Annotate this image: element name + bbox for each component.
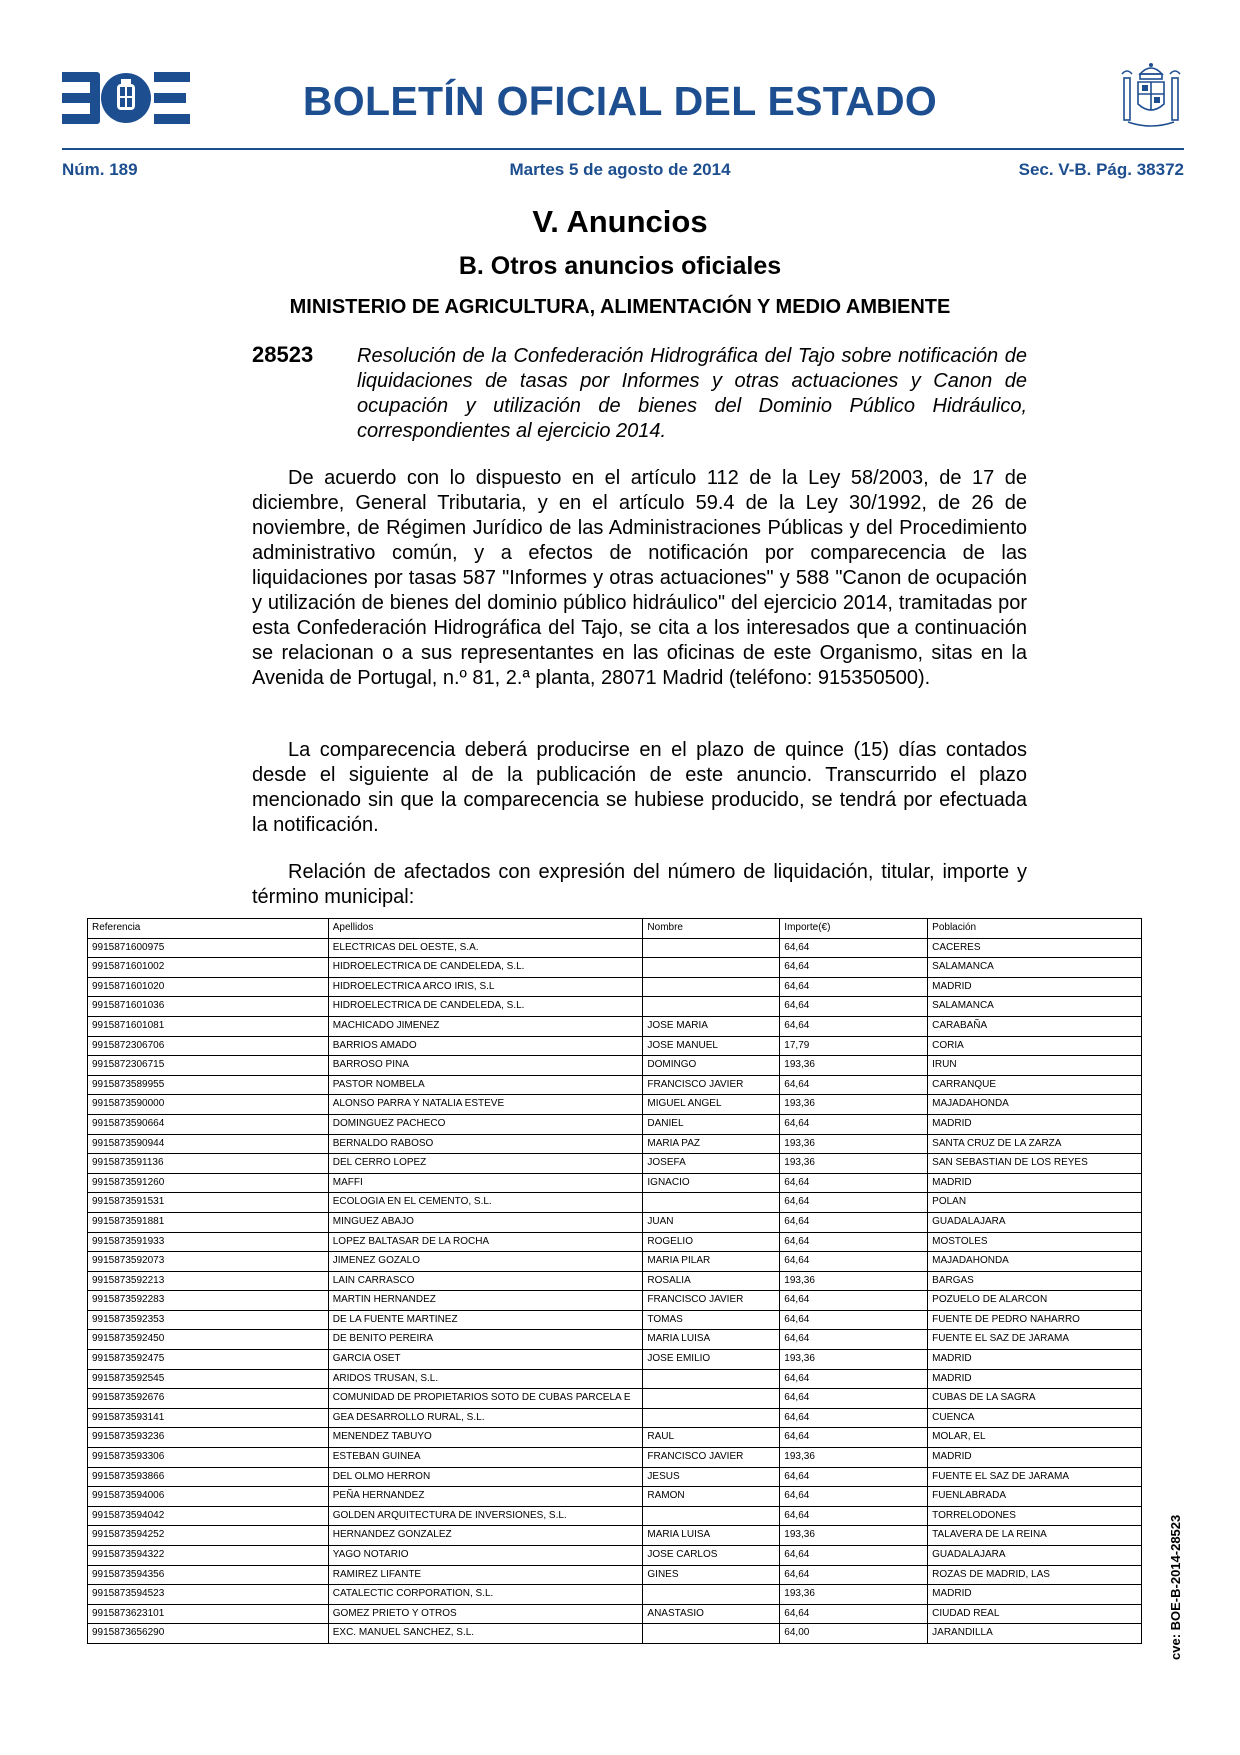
table-row [88, 1271, 1142, 1291]
affected-parties-table [87, 918, 1142, 1644]
table-cell: 64,64 [780, 1565, 928, 1585]
table-cell: MADRID [928, 1448, 1142, 1468]
paragraph: De acuerdo con lo dispuesto en el artículo 112 de la Ley 58/2003, de 17 de diciembre, General Tributaria, y en el artículo 59.4 de la Ley 30/1992, de 26 de noviembre, de Régimen Jurídico de las Administraciones Públicas y del Procedimiento administrativo común, y a efectos de notificación por comparecencia de las liquidaciones por tasas 587 "Informes y otras actuaciones" y 588 "Canon de ocupación y utilización de bienes del dominio público hidráulico" del ejercicio 2014, tramitadas por esta Confederación Hidrográfica del Tajo, se cita a los interesados que a continuación se relacionan o a sus representantes en las oficinas de este Organismo, sitas en la Avenida de Portugal, n.º 81, 2.ª planta, 28071 Madrid (teléfono: 915350500). [252, 467, 1027, 689]
table-cell: 64,64 [780, 958, 928, 978]
table-row [88, 1604, 1142, 1624]
table-cell [643, 1369, 780, 1389]
table-row [88, 1487, 1142, 1507]
table-cell: FUENTE EL SAZ DE JARAMA [928, 1467, 1142, 1487]
table-cell: 64,64 [780, 1428, 928, 1448]
table-cell: 9915873591136 [88, 1154, 329, 1174]
table-cell: GUADALAJARA [928, 1546, 1142, 1566]
table-cell: 9915873656290 [88, 1624, 329, 1644]
table-cell: GUADALAJARA [928, 1212, 1142, 1232]
table-row [88, 1330, 1142, 1350]
table-cell: DEL CERRO LOPEZ [328, 1154, 643, 1174]
table-row [88, 1173, 1142, 1193]
table-cell: 64,64 [780, 1075, 928, 1095]
table-cell: 9915873592213 [88, 1271, 329, 1291]
column-header: Importe(€) [780, 919, 928, 939]
table-cell: 64,64 [780, 1173, 928, 1193]
table-cell: DEL OLMO HERRON [328, 1467, 643, 1487]
table-cell: 64,64 [780, 1369, 928, 1389]
table-cell: IRUN [928, 1056, 1142, 1076]
table-cell: MADRID [928, 1173, 1142, 1193]
table-cell: GEA DESARROLLO RURAL, S.L. [328, 1408, 643, 1428]
table-row [88, 1546, 1142, 1566]
table-row [88, 1389, 1142, 1409]
table-row [88, 1369, 1142, 1389]
table-cell: MAJADAHONDA [928, 1252, 1142, 1272]
table-row [88, 1134, 1142, 1154]
table-cell: MADRID [928, 977, 1142, 997]
table-cell: 9915871601081 [88, 1016, 329, 1036]
section-subtitle: B. Otros anuncios oficiales [458, 252, 782, 280]
table-cell: IGNACIO [643, 1173, 780, 1193]
table-cell: 9915873592353 [88, 1310, 329, 1330]
table-cell: MARIA LUISA [643, 1330, 780, 1350]
table-cell: CIUDAD REAL [928, 1604, 1142, 1624]
table-cell: TOMAS [643, 1310, 780, 1330]
table-row [88, 977, 1142, 997]
table-cell: MOLAR, EL [928, 1428, 1142, 1448]
table-cell [643, 977, 780, 997]
table-cell: PEÑA HERNANDEZ [328, 1487, 643, 1507]
table-cell: 64,64 [780, 1232, 928, 1252]
table-cell: JOSE MANUEL [643, 1036, 780, 1056]
table-cell: RAMIREZ LIFANTE [328, 1565, 643, 1585]
table-cell: ROSALIA [643, 1271, 780, 1291]
table-row [88, 1350, 1142, 1370]
table-cell: CACERES [928, 938, 1142, 958]
table-cell: 9915873591260 [88, 1173, 329, 1193]
table-cell: CORIA [928, 1036, 1142, 1056]
table-cell: 9915873593866 [88, 1467, 329, 1487]
table-cell: 64,64 [780, 1310, 928, 1330]
table-row [88, 1467, 1142, 1487]
table-cell: MACHICADO JIMENEZ [328, 1016, 643, 1036]
table-cell: GOLDEN ARQUITECTURA DE INVERSIONES, S.L. [328, 1506, 643, 1526]
table-cell: ELECTRICAS DEL OESTE, S.A. [328, 938, 643, 958]
table-row [88, 1585, 1142, 1605]
announcement-number: 28523 [252, 342, 314, 367]
table-cell: DOMINGO [643, 1056, 780, 1076]
table-cell: 193,36 [780, 1448, 928, 1468]
table-cell: EXC. MANUEL SANCHEZ, S.L. [328, 1624, 643, 1644]
table-cell: 64,64 [780, 1330, 928, 1350]
paragraph: Relación de afectados con expresión del número de liquidación, titular, importe y término municipal: [252, 861, 1027, 908]
table-cell: 9915873590664 [88, 1114, 329, 1134]
table-cell: MADRID [928, 1585, 1142, 1605]
table-cell: BERNALDO RABOSO [328, 1134, 643, 1154]
table-cell: CUBAS DE LA SAGRA [928, 1389, 1142, 1409]
table-cell: MIGUEL ANGEL [643, 1095, 780, 1115]
table-row [88, 938, 1142, 958]
table-cell [643, 1193, 780, 1213]
table-row [88, 1291, 1142, 1311]
table-cell: BARGAS [928, 1271, 1142, 1291]
table-cell: 64,64 [780, 1487, 928, 1507]
table-cell: 9915873590944 [88, 1134, 329, 1154]
cve-code: cve: BOE-B-2014-28523 [1168, 1514, 1183, 1660]
table-cell: 64,64 [780, 1506, 928, 1526]
table-cell: GARCIA OSET [328, 1350, 643, 1370]
table-row [88, 1310, 1142, 1330]
table-cell: FRANCISCO JAVIER [643, 1448, 780, 1468]
table-cell: SAN SEBASTIAN DE LOS REYES [928, 1154, 1142, 1174]
table-cell [643, 958, 780, 978]
paragraph: La comparecencia deberá producirse en el plazo de quince (15) días contados desde el siguiente al de la publicación de este anuncio. Transcurrido el plazo mencionado sin que la comparecencia se hubiese producido, se tendrá por efectuada la notificación. [252, 739, 1027, 836]
table-cell: MAJADAHONDA [928, 1095, 1142, 1115]
table-cell: 193,36 [780, 1271, 928, 1291]
table-row [88, 1154, 1142, 1174]
table-cell: MARIA PILAR [643, 1252, 780, 1272]
table-cell: MADRID [928, 1350, 1142, 1370]
table-row [88, 1506, 1142, 1526]
table-cell: JIMENEZ GOZALO [328, 1252, 643, 1272]
table-cell: 193,36 [780, 1134, 928, 1154]
section-title: V. Anuncios [532, 204, 708, 239]
table-cell: TALAVERA DE LA REINA [928, 1526, 1142, 1546]
table-cell: HERNANDEZ GONZALEZ [328, 1526, 643, 1546]
ministry-heading: MINISTERIO DE AGRICULTURA, ALIMENTACIÓN Y MEDIO AMBIENTE [289, 296, 951, 318]
table-cell: HIDROELECTRICA DE CANDELEDA, S.L. [328, 997, 643, 1017]
table-cell: 9915873593141 [88, 1408, 329, 1428]
issue-date: Martes 5 de agosto de 2014 [509, 160, 731, 179]
table-cell: SALAMANCA [928, 958, 1142, 978]
table-cell: 64,64 [780, 1408, 928, 1428]
table-cell: 64,64 [780, 977, 928, 997]
table-cell: 9915873591933 [88, 1232, 329, 1252]
table-cell: ROZAS DE MADRID, LAS [928, 1565, 1142, 1585]
table-row [88, 1193, 1142, 1213]
table-cell: MARIA PAZ [643, 1134, 780, 1154]
issue-number: Núm. 189 [62, 160, 138, 179]
column-header: Nombre [643, 919, 780, 939]
table-cell: RAMON [643, 1487, 780, 1507]
table-cell: BARROSO PINA [328, 1056, 643, 1076]
table-cell: DOMINGUEZ PACHECO [328, 1114, 643, 1134]
table-cell [643, 1389, 780, 1409]
table-cell: FRANCISCO JAVIER [643, 1075, 780, 1095]
table-cell: 9915873592475 [88, 1350, 329, 1370]
table-cell: MINGUEZ ABAJO [328, 1212, 643, 1232]
table-cell: FUENLABRADA [928, 1487, 1142, 1507]
table-row [88, 1428, 1142, 1448]
table-row [88, 1624, 1142, 1644]
column-header: Apellidos [328, 919, 643, 939]
table-cell: JOSE EMILIO [643, 1350, 780, 1370]
table-cell: SALAMANCA [928, 997, 1142, 1017]
table-cell: MOSTOLES [928, 1232, 1142, 1252]
table-cell: ROGELIO [643, 1232, 780, 1252]
table-cell: 64,64 [780, 1291, 928, 1311]
column-header: Población [928, 919, 1142, 939]
table-cell: 64,64 [780, 997, 928, 1017]
table-cell: 9915873592545 [88, 1369, 329, 1389]
table-cell: 64,64 [780, 1114, 928, 1134]
table-cell: JARANDILLA [928, 1624, 1142, 1644]
table-cell: DANIEL [643, 1114, 780, 1134]
table-cell: 9915873592073 [88, 1252, 329, 1272]
table-cell: 9915873594322 [88, 1546, 329, 1566]
table-cell: 64,64 [780, 1389, 928, 1409]
table-cell: 9915873594006 [88, 1487, 329, 1507]
boe-logo-icon [62, 72, 190, 124]
table-cell: CARRANQUE [928, 1075, 1142, 1095]
table-cell: 9915873594523 [88, 1585, 329, 1605]
table-cell: 9915873591531 [88, 1193, 329, 1213]
table-cell: GINES [643, 1565, 780, 1585]
table-cell: 9915871601002 [88, 958, 329, 978]
table-cell: JUAN [643, 1212, 780, 1232]
table-cell: 9915873592283 [88, 1291, 329, 1311]
table-row [88, 958, 1142, 978]
table-cell [643, 1585, 780, 1605]
announcement-title: Resolución de la Confederación Hidrográfica del Tajo sobre notificación de liquidaciones de tasas por Informes y otras actuaciones y Canon de ocupación y utilización de bienes del Dominio Público Hidráulico, correspondientes al ejercicio 2014. [357, 345, 1027, 442]
table-cell: CARABAÑA [928, 1016, 1142, 1036]
table-row [88, 1056, 1142, 1076]
table-cell: ANASTASIO [643, 1604, 780, 1624]
table-cell: JOSEFA [643, 1154, 780, 1174]
column-header: Referencia [88, 919, 329, 939]
table-cell: 193,36 [780, 1095, 928, 1115]
table-cell: CUENCA [928, 1408, 1142, 1428]
table-cell: 9915873594356 [88, 1565, 329, 1585]
table-cell: 9915871601020 [88, 977, 329, 997]
table-cell: 193,36 [780, 1585, 928, 1605]
table-row [88, 1036, 1142, 1056]
page-title: BOLETÍN OFICIAL DEL ESTADO [302, 78, 938, 124]
table-cell: ESTEBAN GUINEA [328, 1448, 643, 1468]
table-cell: MARIA LUISA [643, 1526, 780, 1546]
table-cell: 64,64 [780, 1016, 928, 1036]
table-cell: 64,00 [780, 1624, 928, 1644]
table-cell: POLAN [928, 1193, 1142, 1213]
table-cell: ALONSO PARRA Y NATALIA ESTEVE [328, 1095, 643, 1115]
table-cell: FUENTE EL SAZ DE JARAMA [928, 1330, 1142, 1350]
table-cell: 9915873593306 [88, 1448, 329, 1468]
table-cell: 9915873623101 [88, 1604, 329, 1624]
table-cell: 193,36 [780, 1526, 928, 1546]
table-cell: 9915873592450 [88, 1330, 329, 1350]
table-cell [643, 1506, 780, 1526]
table-cell: JOSE CARLOS [643, 1546, 780, 1566]
table-cell: 9915873589955 [88, 1075, 329, 1095]
table-cell: MADRID [928, 1114, 1142, 1134]
header-divider [62, 148, 1184, 150]
table-cell: MENENDEZ TABUYO [328, 1428, 643, 1448]
table-row [88, 1565, 1142, 1585]
table-cell: DE BENITO PEREIRA [328, 1330, 643, 1350]
table-cell: 17,79 [780, 1036, 928, 1056]
table-cell [643, 1624, 780, 1644]
table-cell: 9915871600975 [88, 938, 329, 958]
table-cell: CATALECTIC CORPORATION, S.L. [328, 1585, 643, 1605]
spain-coat-of-arms-icon [1118, 60, 1184, 132]
table-cell: 64,64 [780, 1252, 928, 1272]
table-row [88, 1526, 1142, 1546]
table-cell: COMUNIDAD DE PROPIETARIOS SOTO DE CUBAS PARCELA E [328, 1389, 643, 1409]
table-cell [643, 938, 780, 958]
table-row [88, 1095, 1142, 1115]
table-cell: 64,64 [780, 1212, 928, 1232]
table-cell: DE LA FUENTE MARTINEZ [328, 1310, 643, 1330]
table-cell: MAFFI [328, 1173, 643, 1193]
table-cell: 9915873594252 [88, 1526, 329, 1546]
table-cell: RAUL [643, 1428, 780, 1448]
table-cell: 64,64 [780, 1193, 928, 1213]
table-cell: 193,36 [780, 1154, 928, 1174]
table-cell: 9915872306706 [88, 1036, 329, 1056]
table-cell: LAIN CARRASCO [328, 1271, 643, 1291]
table-cell: ARIDOS TRUSAN, S.L. [328, 1369, 643, 1389]
table-cell: MADRID [928, 1369, 1142, 1389]
table-cell: JOSE MARIA [643, 1016, 780, 1036]
table-cell: 64,64 [780, 1467, 928, 1487]
table-cell: MARTIN HERNANDEZ [328, 1291, 643, 1311]
table-cell: ECOLOGIA EN EL CEMENTO, S.L. [328, 1193, 643, 1213]
table-cell: PASTOR NOMBELA [328, 1075, 643, 1095]
table-cell: 9915873593236 [88, 1428, 329, 1448]
table-cell: BARRIOS AMADO [328, 1036, 643, 1056]
table-row [88, 1408, 1142, 1428]
table-cell: 9915873591881 [88, 1212, 329, 1232]
table-cell: FRANCISCO JAVIER [643, 1291, 780, 1311]
table-cell: JESUS [643, 1467, 780, 1487]
table-cell: 193,36 [780, 1350, 928, 1370]
table-cell: YAGO NOTARIO [328, 1546, 643, 1566]
table-row [88, 1114, 1142, 1134]
table-cell: 64,64 [780, 1546, 928, 1566]
table-cell: TORRELODONES [928, 1506, 1142, 1526]
table-cell [643, 1408, 780, 1428]
table-cell [643, 997, 780, 1017]
table-cell: 193,36 [780, 1056, 928, 1076]
table-row [88, 1232, 1142, 1252]
table-row [88, 1448, 1142, 1468]
table-cell: 9915873594042 [88, 1506, 329, 1526]
table-row [88, 1252, 1142, 1272]
table-cell: GOMEZ PRIETO Y OTROS [328, 1604, 643, 1624]
table-cell: FUENTE DE PEDRO NAHARRO [928, 1310, 1142, 1330]
table-cell: HIDROELECTRICA ARCO IRIS, S.L [328, 977, 643, 997]
table-cell: POZUELO DE ALARCON [928, 1291, 1142, 1311]
table-cell: LOPEZ BALTASAR DE LA ROCHA [328, 1232, 643, 1252]
table-row [88, 1075, 1142, 1095]
table-cell: 64,64 [780, 1604, 928, 1624]
table-row [88, 1016, 1142, 1036]
table-cell: SANTA CRUZ DE LA ZARZA [928, 1134, 1142, 1154]
table-row [88, 997, 1142, 1017]
table-header-row [88, 919, 1142, 939]
table-cell: 9915873592676 [88, 1389, 329, 1409]
table-cell: 64,64 [780, 938, 928, 958]
table-cell: 9915871601036 [88, 997, 329, 1017]
table-row [88, 1212, 1142, 1232]
table-cell: 9915872306715 [88, 1056, 329, 1076]
table-cell: 9915873590000 [88, 1095, 329, 1115]
section-page: Sec. V-B. Pág. 38372 [1018, 160, 1184, 179]
table-cell: HIDROELECTRICA DE CANDELEDA, S.L. [328, 958, 643, 978]
